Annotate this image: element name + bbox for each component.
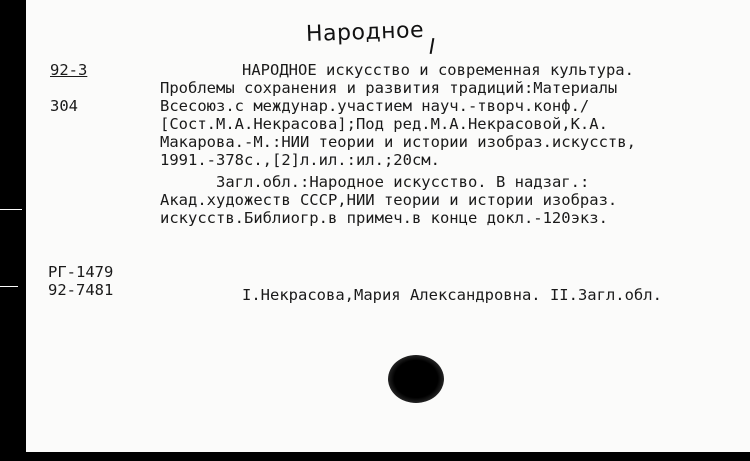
- tracings: I.Некрасова,Мария Александровна. II.Загл.обл.: [242, 286, 662, 304]
- note-line-1: Загл.обл.:Народное искусство. В надзаг.:: [216, 173, 590, 191]
- description-line-1: НАРОДНОЕ искусство и современная культура.: [242, 61, 634, 79]
- edge-mark: [0, 286, 18, 287]
- call-number: 92-3: [50, 61, 88, 79]
- inventory-number-2: 92-7481: [48, 281, 114, 299]
- description-line-2: Проблемы сохранения и развития традиций:Материалы: [160, 79, 618, 97]
- catalog-card: [26, 0, 750, 452]
- handwritten-tick: [430, 38, 435, 54]
- note-line-2: Акад.художеств СССР,НИИ теории и истории изобраз.: [160, 191, 618, 209]
- description-line-4: [Сост.М.А.Некрасова];Под ред.М.А.Некрасовой,К.А.: [160, 115, 608, 133]
- description-line-6: 1991.-378с.,[2]л.ил.:ил.;20см.: [160, 151, 440, 169]
- edge-mark: [0, 209, 22, 210]
- shelf-code: 304: [50, 97, 78, 115]
- inventory-number-1: РГ-1479: [48, 263, 114, 281]
- handwritten-note: Народное: [305, 17, 425, 48]
- note-line-3: искусств.Библиогр.в примеч.в конце докл.-120экз.: [160, 209, 608, 227]
- description-line-5: Макарова.-М.:НИИ теории и истории изобраз.искусств,: [160, 133, 636, 151]
- ink-blot: [388, 355, 444, 403]
- description-line-3: Всесоюз.с междунар.участием науч.-творч.конф./: [160, 97, 590, 115]
